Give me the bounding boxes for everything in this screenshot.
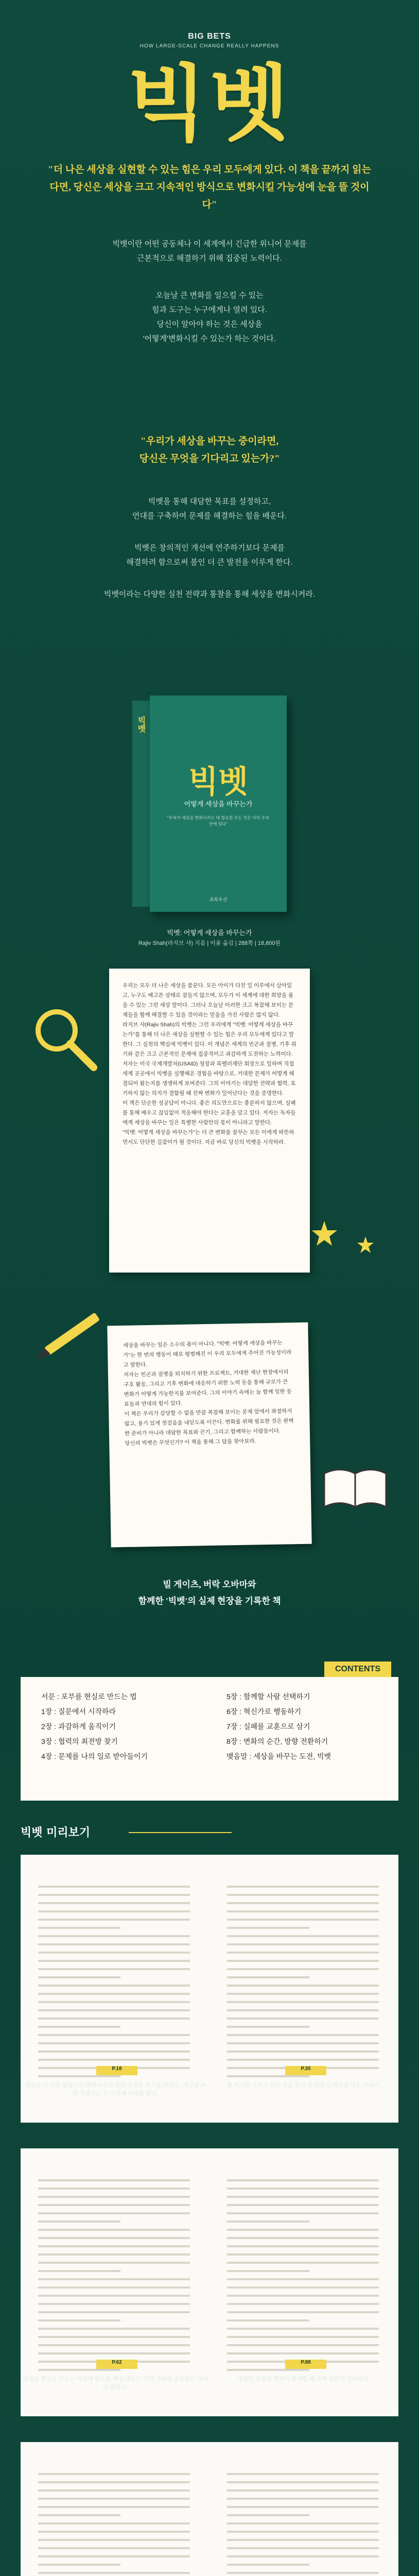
text-line: [38, 2319, 120, 2321]
preview-caption: 세상을 더 나은 방향으로 변화시키기 위해 당장은 포기를 하라고, 세상을 바꿔 가겠다는 긴 여정에 지혜를 한다.: [24, 2082, 206, 2097]
text-line: [227, 1886, 379, 1888]
text-line: [227, 2237, 379, 2239]
excerpt-note-2: [107, 1323, 311, 1548]
text-line: [227, 2018, 379, 2020]
excerpt-note-1: [109, 969, 310, 1273]
text-line: [38, 2564, 120, 2566]
text-line: [227, 2319, 309, 2321]
text-line: [38, 2018, 190, 2020]
text-line: [38, 2196, 190, 2198]
text-line: [38, 2009, 190, 2011]
text-line: [227, 2328, 379, 2330]
text-line: [227, 2295, 379, 2297]
toc-item: 8장 : 변화의 순간, 방향 전환하기: [226, 1737, 328, 1745]
text-line: [38, 2245, 190, 2247]
preview-heading: 빅벳 미리보기: [21, 1826, 91, 1839]
text-line: [227, 1993, 379, 1995]
book-subtitle: 어떻게 세상을 바꾸는가: [184, 800, 253, 808]
text-line: [227, 1976, 309, 1978]
text-line: [38, 2369, 120, 2371]
text-line: [38, 2344, 190, 2346]
text-line: [227, 1919, 379, 1921]
text-line: [38, 2506, 190, 2508]
text-line: [38, 2295, 190, 2297]
intro-quote-2: "우리가 세상을 바꾸는 중이라면, 당신은 무엇을 기다리고 있는가?": [139, 436, 280, 464]
text-line: [227, 1902, 379, 1904]
text-line: [227, 1985, 379, 1987]
text-line: [38, 2336, 190, 2338]
contents-tab: CONTENTS: [324, 1662, 391, 1677]
intro-paragraph-1: 빅벳이란 어떤 공동체나 이 세계에서 긴급한 위니어 문제를 근본적으로 해결하기 위해 집중된 노력이다.: [112, 240, 307, 263]
contents-box: [21, 1677, 398, 1801]
text-line: [38, 2229, 190, 2231]
text-line: [227, 1968, 379, 1970]
text-line: [38, 2555, 190, 2557]
text-line: [38, 1976, 120, 1978]
text-line: [227, 2506, 379, 2508]
excerpt-text-2: 세상을 바꾸는 일은 소수의 몫이 아니다. "빅벳: 어떻게 세상을 바꾸는가"는 한 번의 행동이 때로 평범해진 이 우리 모두에게 주어진 가능성이라고 말한다. 저자는 빈곤과 질병을 퇴치하기 위한 프로젝트, 거대한 재난 현장에서의 구호 활동, 그리고 기후 변화에 대응하기 위한 노력 등을 통해 규모가 큰 변화가 어떻게 가능한지를 보여준다. 그의 이야기 속에는 늘 함께 일한 동료들과 연대의 힘이 있다. 이 책은 우리가 감당할 수 없을 만큼 복잡해 보이는 문제 앞에서 좌절하지 않고, 용기 있게 첫걸음을 내딛도록 이끈다. 변화를 위해 필요한 것은 완벽한 준비가 아니라 대담한 목표와 끈기, 그리고 함께하는 사람들이다. 당신의 빅벳은 무엇인가? 이 책을 통해 그 답을 찾아보라.: [123, 1340, 294, 1447]
pen-icon: [31, 1298, 108, 1370]
text-line: [227, 2059, 379, 2061]
preview-spread: [21, 2442, 398, 2576]
text-line: [227, 2531, 379, 2533]
text-line: [227, 2311, 379, 2313]
text-line: [38, 2572, 190, 2574]
text-line: [38, 1886, 190, 1888]
preview-divider: [129, 1832, 232, 1833]
toc-item: 2장 : 과감하게 움직이기: [41, 1722, 116, 1731]
text-line: [38, 2489, 190, 2492]
text-line: [227, 1910, 379, 1912]
text-line: [38, 2026, 120, 2028]
text-line: [227, 2522, 379, 2524]
text-line: [227, 2042, 379, 2044]
text-line: [38, 2262, 190, 2264]
preview-caption: 대담한 목표와 협력이 함께할 때 진짜 변화가 일어난다.: [237, 2376, 371, 2382]
toc-item: 3장 : 협력의 최전방 찾기: [41, 1737, 118, 1745]
text-line: [227, 2026, 309, 2028]
text-line: [38, 2547, 190, 2549]
text-line: [227, 2221, 309, 2223]
text-line: [227, 2278, 379, 2280]
book-cover: [132, 696, 287, 912]
toc-item: 1장 : 질문에서 시작하라: [41, 1707, 116, 1716]
intro-paragraph-3: 빅벳을 통해 대담한 목표를 설정하고, 연대를 구축하여 문제를 해결하는 힘을 배운다.: [132, 497, 287, 520]
preview-caption: 빅벳을 현실로 만드는 여정에 필요한 핵심 태도는 기업 가치와 공감하는 것이라 말한다.: [23, 2376, 208, 2391]
text-line: [38, 2034, 190, 2036]
text-line: [38, 2059, 190, 2061]
intro-paragraph-2: 오늘날 큰 변화를 일으킬 수 있는 힘과 도구는 누구에게나 열려 있다. 당신이 알아야 하는 것은 세상을 '어떻게'변화시킬 수 있는가 하는 것이다.: [143, 291, 276, 343]
text-line: [227, 2564, 309, 2566]
text-line: [38, 2328, 190, 2330]
preview-page-right: [210, 2442, 398, 2576]
text-line: [38, 1952, 190, 1954]
text-line: [227, 2229, 379, 2231]
text-line: [38, 1935, 190, 1937]
text-line: [38, 1910, 190, 1912]
text-line: [227, 2473, 379, 2475]
text-line: [227, 2336, 379, 2338]
text-line: [38, 2481, 190, 2483]
text-line: [227, 2034, 379, 2036]
text-line: [38, 2352, 190, 2354]
text-line: [38, 2522, 190, 2524]
book-publisher: 초록우산: [209, 897, 228, 902]
text-line: [227, 1943, 379, 1945]
text-line: [38, 1960, 190, 1962]
toc-item: 4장 : 문제를 나의 일로 받아들이기: [41, 1752, 148, 1760]
book-caption: 빅벳: 어떻게 세상을 바꾸는가: [167, 929, 252, 937]
page-tag: P.18: [96, 2066, 137, 2075]
text-line: [227, 2286, 379, 2289]
toc-left-column: [41, 1689, 211, 1764]
text-line: [38, 2270, 120, 2272]
magnifier-icon: [31, 1005, 98, 1072]
text-line: [38, 1968, 190, 1970]
toc-item: 서문 : 포부를 현실로 만드는 법: [41, 1692, 137, 1701]
text-line: [227, 2188, 379, 2190]
text-line: [227, 1927, 309, 1929]
page-title: 빅벳: [127, 56, 292, 152]
book-tagline: "우리가 세상을 변화시키는 데 필요한 모든 것은 이미 우리 안에 있다": [167, 816, 270, 826]
excerpt-text-1: 우리는 모두 더 나은 세상을 꿈꾼다. 모든 아이가 다친 일 이루에서 살아있고, 누구도 배고픈 상태로 잠들지 않으며, 모두가 이 세계에 대한 희망을 품을 수 있는 그런 세상 말이다. 그러나 오늘날 이러한 크고 복잡해 보이는 문제들을 함께 해결할 수 있을 것이라는 믿음을 가진 사람은 많지 않다. 라지브 샤(Rajiv Shah)의 빅벳는 그런 우리에게 "빅벳: 어떻게 세상을 바꾸는가"를 통해 더 나은 세상을 실현할 수 있는 힘은 우리 모두에게 있다고 말한다. 그 실천의 핵심에 빅벳이 있다. 이 개념은 세계의 빈곤과 질병, 기후 위기와 같은 크고 근본적인 문제에 집중적이고 과감하게 도전하는 노력이다. 저자는 미국 국제개발처(USAID) 청장과 록펠러재단 회장으로 일하며 직접 세계 곳곳에서 빅벳을 실행해온 경험을 바탕으로, 거대한 문제가 어떻게 해결되어 왔는지를 생생하게 보여준다. 그의 이야기는 대담한 전략과 협력, 포기하지 않는 의지가 결합될 때 진짜 변화가 일어난다는 것을 증명한다. 이 책은 단순한 성공담이 아니다. 좋은 의도만으로는 충분하지 않으며, 실패를 통해 배우고 끊임없이 적응해야 한다는 교훈을 담고 있다. 저자는 독자들에게 세상을 바꾸는 일은 특별한 사람만의 몫이 아니라고 말한다. "빅벳: 어떻게 세상을 바꾸는가"는 더 큰 변화를 꿈꾸는 모든 이에게 따뜻하면서도 단단한 길잡이가 될 것이다. 지금 바로 당신의 빅벳을 시작하라.: [123, 982, 296, 1145]
text-line: [38, 1902, 190, 1904]
text-line: [227, 1935, 379, 1937]
text-line: [38, 2001, 190, 2003]
page-tag: P.35: [285, 2066, 326, 2075]
text-line: [38, 2498, 190, 2500]
text-line: [227, 2344, 379, 2346]
text-line: [38, 2278, 190, 2280]
text-line: [38, 2188, 190, 2190]
text-line: [227, 2539, 379, 2541]
text-line: [38, 1919, 190, 1921]
text-line: [38, 2221, 120, 2223]
text-line: [38, 2473, 190, 2475]
text-line: [38, 2179, 190, 2181]
text-line: [227, 2369, 309, 2371]
text-line: [227, 2245, 379, 2247]
text-line: [227, 2001, 379, 2003]
text-line: [38, 2531, 190, 2533]
text-line: [227, 1952, 379, 1954]
text-line: [227, 2050, 379, 2053]
page-tag: P.62: [96, 2360, 137, 2369]
text-line: [38, 2253, 190, 2256]
book-title: 빅벳: [188, 764, 248, 800]
text-line: [38, 2237, 190, 2239]
text-line: [38, 2311, 190, 2313]
text-line: [38, 2204, 190, 2206]
book-spine-title: 빅벳: [136, 716, 146, 733]
text-line: [227, 2179, 379, 2181]
intro-paragraph-4: 빅벳은 창의적인 개선에 연주하기보다 문제를 해결하려 함으로써 불인 더 큰 발전을 이루게 한다.: [126, 544, 293, 567]
text-line: [227, 2253, 379, 2256]
toc-item: 6장 : 혁신가로 행동하기: [226, 1707, 302, 1716]
text-line: [227, 2514, 309, 2516]
text-line: [38, 2286, 190, 2289]
text-line: [227, 2262, 379, 2264]
text-line: [38, 1927, 120, 1929]
text-line: [227, 2572, 379, 2574]
text-line: [38, 1993, 190, 1995]
toc-right-column: [226, 1689, 396, 1764]
book-info: Rajiv Shah(라지브 샤) 지음 | 이윤 옮김 | 288쪽 | 18,800원: [138, 940, 281, 946]
text-line: [227, 2196, 379, 2198]
preview-page-left: [21, 2442, 210, 2576]
text-line: [227, 2489, 379, 2492]
text-line: [227, 2481, 379, 2483]
text-line: [38, 1894, 190, 1896]
toc-item: 5장 : 함께할 사람 선택하기: [226, 1692, 310, 1701]
text-line: [38, 2303, 190, 2305]
book-spine: [132, 701, 150, 907]
text-line: [227, 2075, 309, 2077]
text-line: [38, 1985, 190, 1987]
text-line: [38, 2050, 190, 2053]
text-line: [227, 2547, 379, 2549]
text-line: [227, 2352, 379, 2354]
toc-item: 7장 : 실패를 교훈으로 삼기: [226, 1722, 310, 1731]
text-line: [227, 2270, 309, 2272]
book-front: [150, 696, 287, 912]
text-line: [227, 1960, 379, 1962]
text-line: [38, 2075, 120, 2077]
toc-item: 맺음말 : 세상을 바꾸는 도전, 빅벳: [226, 1752, 331, 1760]
stars-icon: [309, 1216, 391, 1267]
text-line: [38, 2539, 190, 2541]
page-tag: P.88: [285, 2360, 326, 2369]
text-line: [227, 2212, 379, 2214]
intro-paragraph-5: 빅벳이라는 다양한 실천 전략과 통찰을 통해 세상을 변화시켜라.: [103, 590, 316, 599]
text-line: [227, 2555, 379, 2557]
series-subtitle: HOW LARGE-SCALE CHANGE REALLY HAPPENS: [139, 43, 280, 49]
text-line: [227, 1894, 379, 1896]
text-line: [38, 2042, 190, 2044]
text-line: [38, 2514, 120, 2516]
text-line: [38, 1943, 190, 1945]
endorsement-quote: 빌 게이츠, 버락 오바마와 함께한 '빅벳'의 실제 현장을 기록한 책: [138, 1580, 281, 1606]
text-line: [227, 2498, 379, 2500]
text-line: [38, 2212, 190, 2214]
open-book-icon: [319, 1458, 391, 1515]
text-line: [227, 2009, 379, 2011]
intro-quote: "더 나은 세상을 실현할 수 있는 힘은 우리 모두에게 있다. 이 책을 끝까지 읽는다면, 당신은 세상을 크고 지속적인 방식으로 변화시킬 가능성에 눈을 뜰 것이다": [48, 164, 371, 210]
text-line: [227, 2303, 379, 2305]
series-label: BIG BETS: [188, 32, 231, 41]
text-line: [227, 2204, 379, 2206]
preview-caption: 할 의지를 가지고 있는 것을 보고 큰 변화의 핵심을 세운 이야기.: [226, 2082, 381, 2089]
